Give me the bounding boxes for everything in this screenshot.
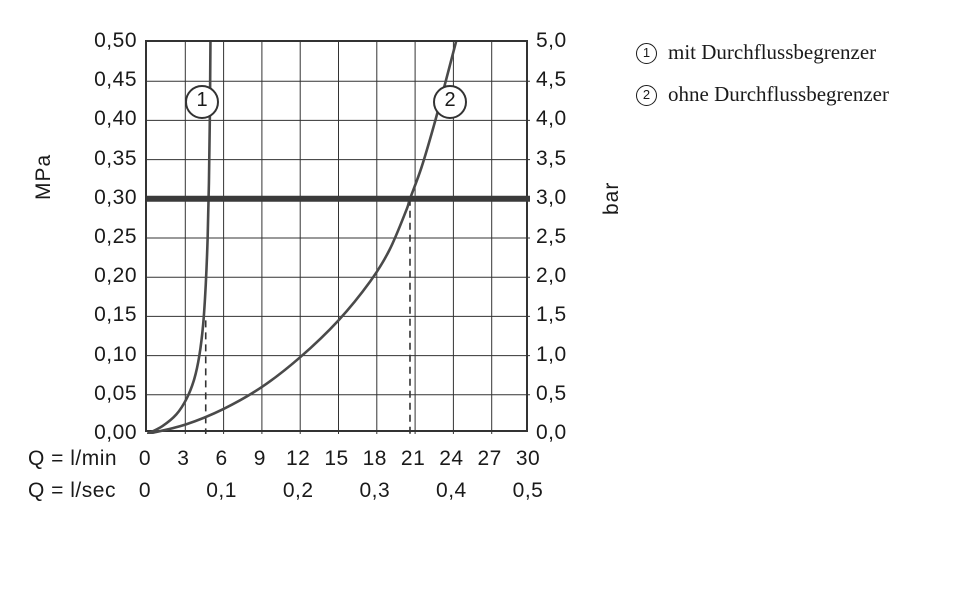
y-tick-right: 3,0: [536, 185, 567, 209]
y-tick-right: 5,0: [536, 29, 567, 52]
x-tick-lsec: 0,2: [282, 479, 314, 502]
y-tick-right: 4,5: [536, 68, 567, 92]
x-tick-lmin: 30: [515, 447, 541, 470]
x-tick-lmin: 18: [362, 447, 387, 470]
y-tick-right: 4,0: [536, 107, 567, 131]
legend-item-2: [636, 82, 956, 106]
y-axis-right-title: bar: [600, 181, 623, 215]
x-tick-lsec: 0,5: [512, 479, 544, 502]
y-tick-right: 0,0: [536, 421, 567, 444]
y-tick-left: 0,30: [94, 185, 137, 209]
x-tick-lsec: 0,1: [206, 479, 237, 502]
x-tick-lmin: 12: [286, 447, 311, 470]
x-tick-lsec: 0,4: [436, 479, 467, 502]
y-tick-left: 0,50: [94, 29, 137, 52]
x-tick-lmin: 24: [439, 447, 464, 470]
legend: [636, 40, 956, 124]
legend-label-1: mit Durchflussbegrenzer: [668, 40, 877, 64]
x-tick-lmin: 15: [324, 447, 349, 470]
y-axis-left-title: MPa: [32, 153, 55, 200]
y-tick-right: 1,0: [536, 342, 567, 366]
x-axis-lsec-title: Q = l/sec: [28, 479, 116, 502]
y-tick-left: 0,20: [94, 264, 137, 288]
y-tick-left: 0,45: [94, 68, 137, 92]
x-axis-lmin-title: Q = l/min: [28, 447, 118, 470]
y-axis-right-ticks: [536, 29, 598, 444]
legend-badge-1-icon: 1: [636, 43, 657, 64]
x-tick-lmin: 9: [253, 447, 266, 470]
y-tick-left: 0,15: [94, 303, 137, 327]
y-tick-right: 2,5: [536, 225, 567, 248]
legend-item-1: [636, 40, 956, 64]
legend-label-2: ohne Durchflussbegrenzer: [668, 82, 889, 106]
y-tick-left: 0,40: [94, 107, 137, 131]
x-tick-lsec: 0: [138, 479, 152, 502]
y-tick-right: 1,5: [536, 303, 567, 327]
y-tick-left: 0,25: [94, 225, 137, 248]
x-axis-lmin-row: [0, 446, 620, 474]
curve-marker-1: 1: [185, 85, 219, 119]
legend-badge-2-icon: 2: [636, 85, 657, 106]
x-tick-lmin: 0: [138, 447, 152, 470]
y-tick-left: 0,35: [94, 146, 137, 170]
y-tick-left: 0,00: [94, 421, 137, 444]
x-tick-lmin: 21: [400, 447, 426, 470]
y-tick-left: 0,05: [94, 381, 137, 405]
x-tick-lmin: 6: [215, 447, 228, 470]
x-tick-lsec: 0,3: [359, 479, 391, 502]
x-tick-lmin: 27: [477, 447, 502, 470]
y-tick-left: 0,10: [94, 342, 137, 366]
y-tick-right: 2,0: [536, 264, 567, 288]
y-tick-right: 3,5: [536, 146, 567, 170]
x-axis-lsec-row: [0, 478, 620, 506]
y-axis-left-ticks: [75, 29, 137, 444]
curve-marker-2: 2: [433, 85, 467, 119]
x-tick-lmin: 3: [177, 447, 190, 470]
y-tick-right: 0,5: [536, 381, 567, 405]
